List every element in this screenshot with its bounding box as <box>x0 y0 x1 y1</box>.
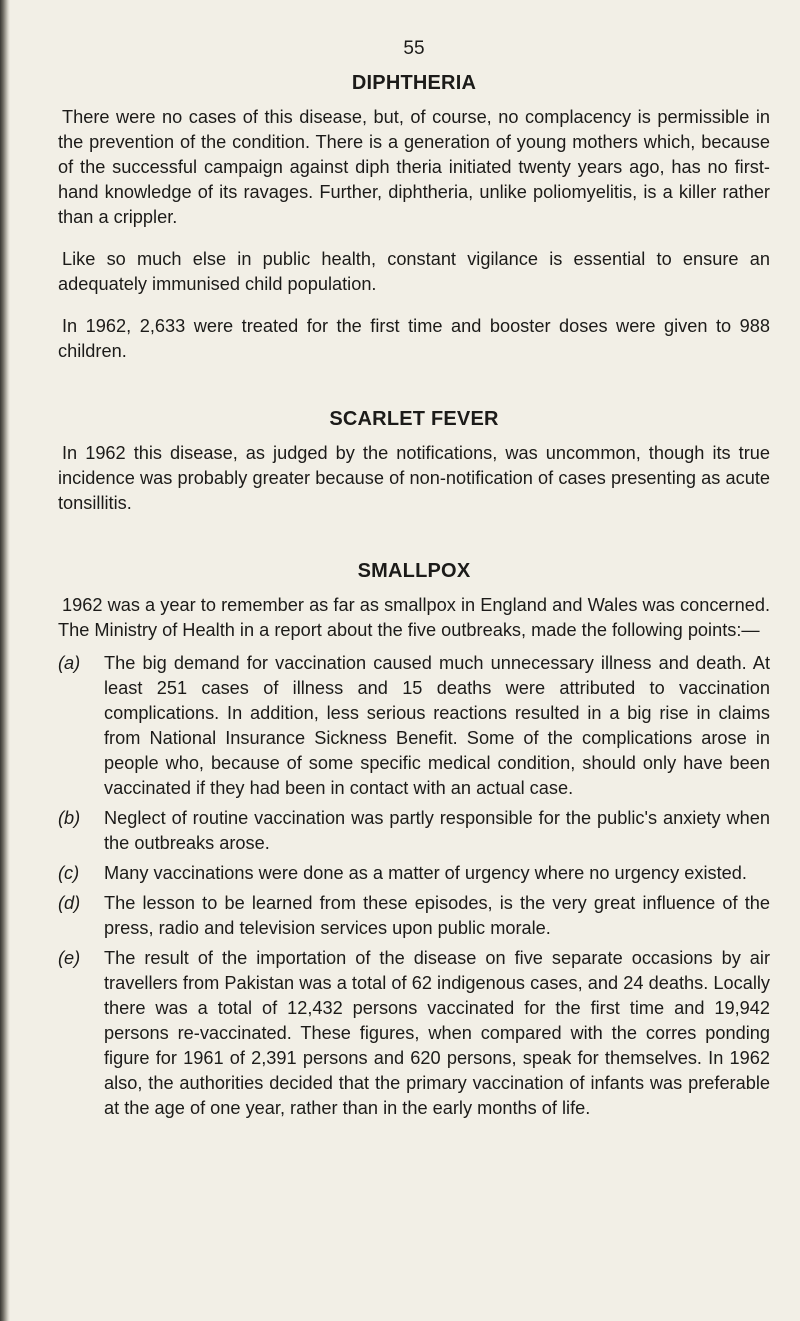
paragraph: In 1962, 2,633 were treated for the first time and booster doses were given to 988 children. <box>58 316 770 361</box>
point-text: Many vaccinations were done as a matter of urgency where no urgency existed. <box>104 863 747 883</box>
list-item <box>58 651 770 801</box>
points-list <box>58 651 770 1121</box>
section-smallpox <box>58 560 770 1121</box>
section-scarlet-fever <box>58 408 770 516</box>
point-label: (b) <box>58 808 81 828</box>
page-binding-edge <box>0 0 10 1321</box>
paragraph: 1962 was a year to remember as far as smallpox in England and Wales was concerned. The Ministry of Health in a report about the five outbreaks, made the following points:— <box>58 595 770 640</box>
point-text: Neglect of routine vaccination was partly responsible for the public's anxiety when the outbreaks arose. <box>104 808 770 853</box>
paragraph: In 1962 this disease, as judged by the notifications, was uncommon, though its true incidence was probably greater because of non-notification of cases presenting as acute tonsillitis. <box>58 443 770 513</box>
list-item <box>58 891 770 941</box>
paragraph: There were no cases of this disease, but, of course, no complacency is permissible in the prevention of the condition. There is a generation of young mothers which, because of the successful campaign against diph theria initiated twenty years ago, has no first-hand knowledge of its ravages. Further, diphtheria, unlike poliomyelitis, is a killer rather than a crippler. <box>58 107 770 227</box>
document-page <box>58 38 770 1126</box>
point-text: The big demand for vaccination caused much unnecessary illness and death. At least 251 cases of illness and 15 deaths were attributed to vaccination complications. In addition, less serious reactions resulted in a big rise in claims from National Insurance Sickness Benefit. Some of the complications arose in people who, because of some specific medical condition, should only have been vaccinated if they had been in contact with an actual case. <box>104 653 770 798</box>
heading-smallpox: SMALLPOX <box>357 560 471 582</box>
point-label: (d) <box>58 893 81 913</box>
point-label: (e) <box>58 948 81 968</box>
section-diphtheria <box>58 72 770 364</box>
list-item <box>58 861 770 886</box>
page-number: 55 <box>403 38 425 59</box>
point-label: (c) <box>58 863 80 883</box>
point-label: (a) <box>58 653 81 673</box>
point-text: The lesson to be learned from these episodes, is the very great influence of the press, radio and television services upon public morale. <box>104 893 770 938</box>
heading-diphtheria: DIPHTHERIA <box>351 72 477 94</box>
point-text: The result of the importation of the disease on five separate occasions by air travellers from Pakistan was a total of 62 indigenous cases, and 24 deaths. Locally there was a total of 12,432 persons vaccinated for the first time and 19,942 persons re-vaccinated. These figures, when compared with the corres ponding figure for 1961 of 2,391 persons and 620 persons, speak for themselves. In 1962 also, the authorities decided that the primary vaccination of infants was preferable at the age of one year, rather than in the early months of life. <box>104 948 770 1118</box>
list-item <box>58 806 770 856</box>
paragraph: Like so much else in public health, constant vigilance is essential to ensure an adequately immunised child population. <box>58 249 770 294</box>
list-item <box>58 946 770 1121</box>
heading-scarlet-fever: SCARLET FEVER <box>329 408 499 430</box>
